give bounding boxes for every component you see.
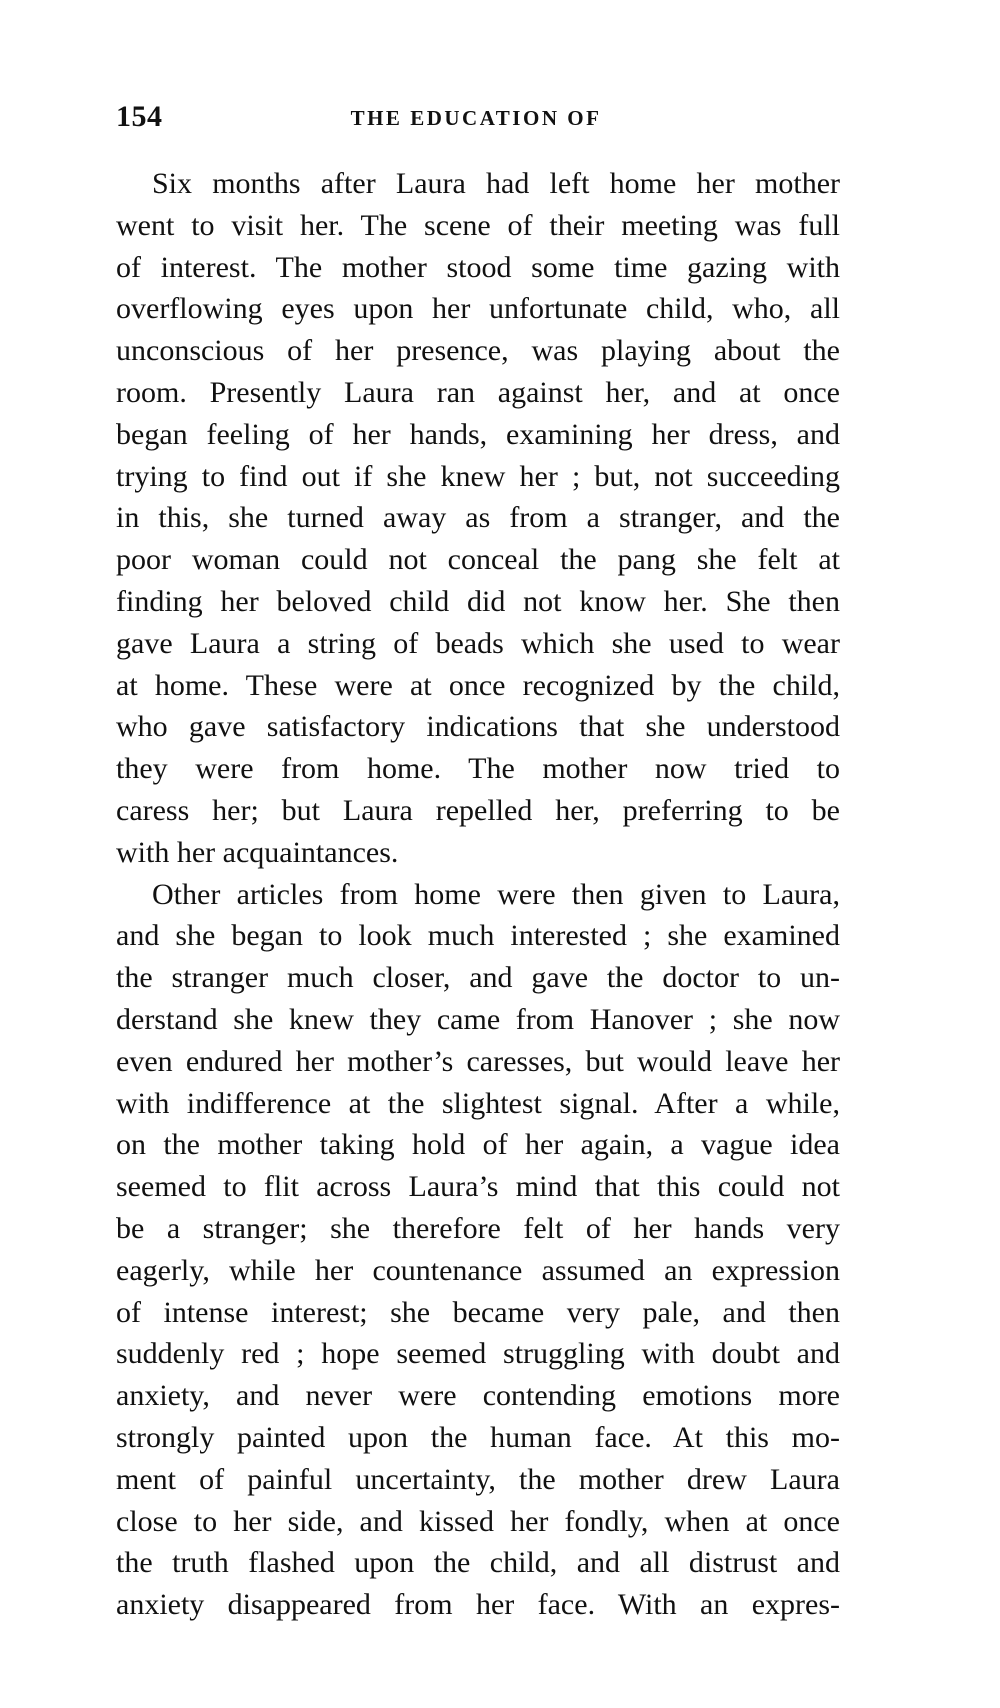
text-line: in this, she turned away as from a stranger, and the	[116, 501, 840, 535]
text-line: eagerly, while her countenance assumed an expression	[116, 1253, 840, 1287]
text-line: of intense interest; she became very pale, and then	[116, 1295, 840, 1329]
text-line: unconscious of her presence, was playing about the	[116, 334, 840, 368]
text-line: overflowing eyes upon her unfortunate child, who, all	[116, 292, 840, 326]
text-line: suddenly red ; hope seemed struggling with doubt and	[116, 1337, 840, 1371]
page-header	[116, 100, 956, 140]
text-line: Other articles from home were then given to Laura,	[152, 877, 840, 911]
text-line: who gave satisfactory indications that she understood	[116, 710, 840, 744]
text-line: began feeling of her hands, examining her dress, and	[116, 417, 840, 451]
text-line: gave Laura a string of beads which she used to wear	[116, 626, 840, 660]
text-line: at home. These were at once recognized by the child,	[116, 668, 840, 702]
page-number: 154	[116, 100, 163, 133]
text-line: the truth flashed upon the child, and all distrust and	[116, 1546, 840, 1580]
body-text	[116, 163, 840, 1626]
text-line: derstand she knew they came from Hanover ; she now	[116, 1002, 840, 1036]
text-line: seemed to flit across Laura’s mind that this could not	[116, 1170, 840, 1204]
text-line: even endured her mother’s caresses, but would leave her	[116, 1044, 840, 1078]
text-line: went to visit her. The scene of their meeting was full	[116, 208, 840, 242]
text-line: on the mother taking hold of her again, a vague idea	[116, 1128, 840, 1162]
text-line: close to her side, and kissed her fondly, when at once	[116, 1504, 840, 1538]
text-line: the stranger much closer, and gave the doctor to un-	[116, 961, 840, 995]
text-line: ment of painful uncertainty, the mother drew Laura	[116, 1462, 840, 1496]
text-line: anxiety, and never were contending emotions more	[116, 1379, 840, 1413]
text-line: anxiety disappeared from her face. With an expres-	[116, 1588, 840, 1622]
text-line: with her acquaintances.	[116, 835, 399, 869]
text-line: finding her beloved child did not know her. She then	[116, 584, 840, 618]
text-line: caress her; but Laura repelled her, preferring to be	[116, 793, 840, 827]
text-line: with indifference at the slightest signal. After a while,	[116, 1086, 840, 1120]
text-line: they were from home. The mother now tried to	[116, 752, 840, 786]
running-title: THE EDUCATION OF	[350, 106, 602, 130]
text-line: strongly painted upon the human face. At this mo-	[116, 1420, 840, 1454]
text-line: Six months after Laura had left home her mother	[152, 167, 840, 200]
text-line: be a stranger; she therefore felt of her hands very	[116, 1211, 840, 1245]
text-line: room. Presently Laura ran against her, and at once	[116, 375, 840, 409]
text-line: trying to find out if she knew her ; but, not succeeding	[116, 459, 840, 493]
text-line: and she began to look much interested ; she examined	[116, 919, 840, 953]
text-line: poor woman could not conceal the pang she felt at	[116, 543, 840, 577]
text-line: of interest. The mother stood some time gazing with	[116, 250, 840, 284]
